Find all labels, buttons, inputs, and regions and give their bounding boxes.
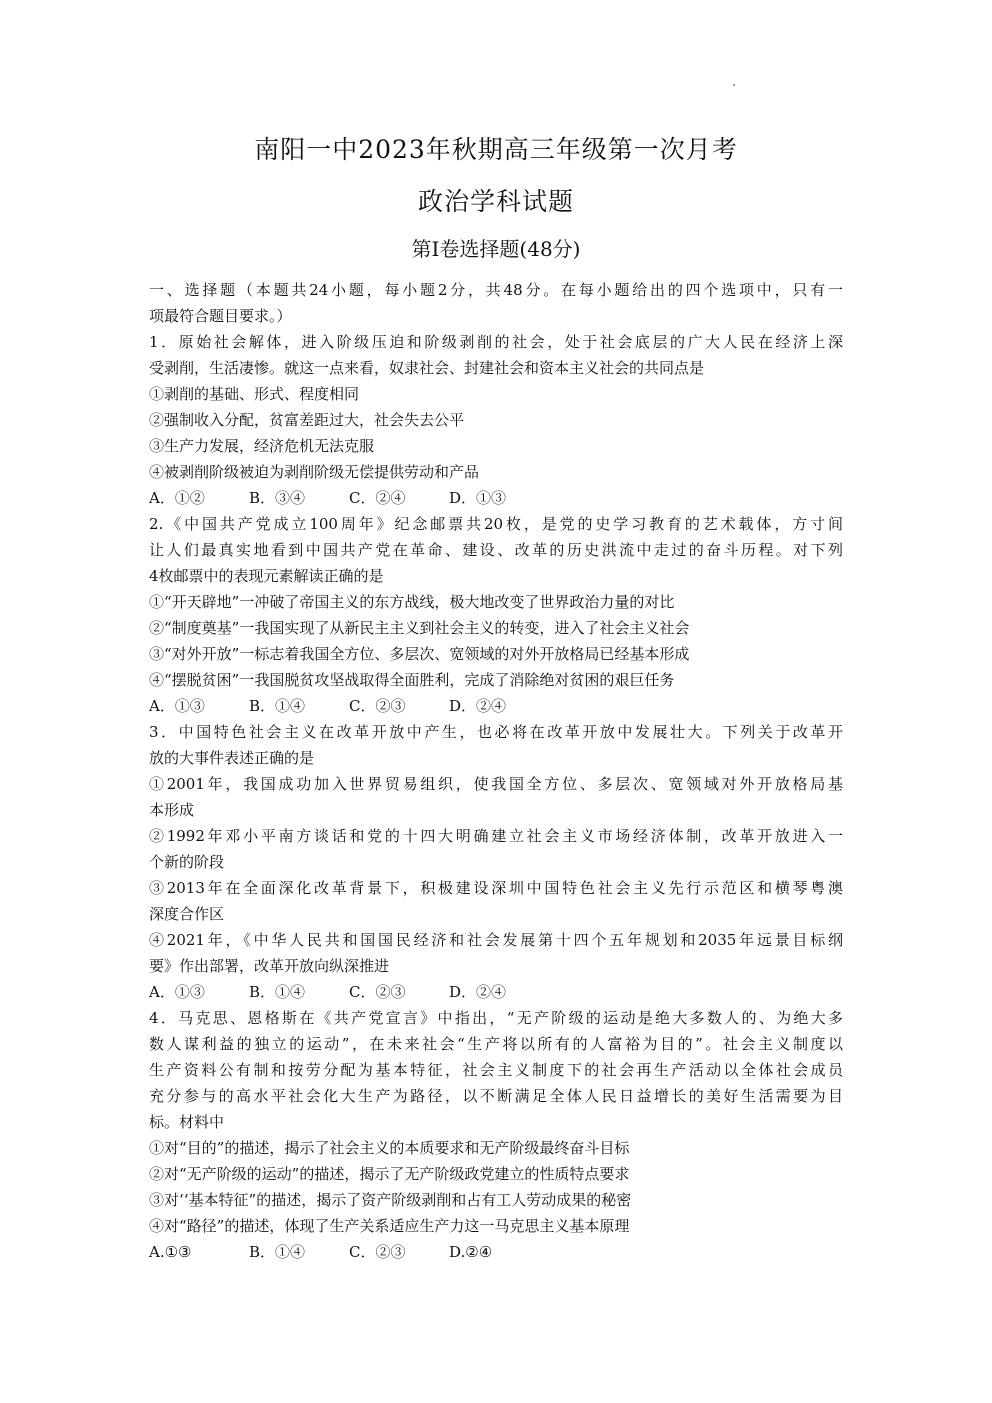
section-title: 第I卷选择题(48分) <box>411 237 581 261</box>
question-stem-line: 受剥削，生活凄惨。就这一点来看，奴隶社会、封建社会和资本主义社会的共同点是 <box>149 359 705 377</box>
statement: ④“摆脱贫困”一我国脱贫攻坚战取得全面胜利，完成了消除绝对贫困的艰巨任务 <box>149 671 675 689</box>
statement: ②强制收入分配，贫富差距过大，社会失去公平 <box>149 411 465 429</box>
option-b: B．①④ <box>249 697 306 715</box>
statement: ②“制度奠基”一我国实现了从新民主主义到社会主义的转变，进入了社会主义社会 <box>149 619 690 637</box>
option-c: C．②④ <box>349 489 406 507</box>
option-a: A.①③ <box>149 1243 192 1261</box>
question-3 <box>149 719 843 1005</box>
option-d: D．②④ <box>449 983 507 1001</box>
option-a: A．①② <box>149 489 205 507</box>
question-stem-line: 4．马克思、恩格斯在《共产党宣言》中指出，“无产阶级的运动是绝大多数人的、为绝大多 <box>149 1009 843 1027</box>
statement-continued: 个新的阶段 <box>149 853 225 871</box>
exam-title: 南阳一中2023年秋期高三年级第一次月考 <box>254 135 738 164</box>
statement: ③2013年在全面深化改革背景下，积极建设深圳中国特色社会主义先行示范区和横琴粤澳 <box>149 879 843 897</box>
statement: ②对“无产阶级的运动”的描述，揭示了无产阶级政党建立的性质特点要求 <box>149 1165 630 1183</box>
statement: ④对“路径”的描述，体现了生产关系适应生产力这一马克思主义基本原理 <box>149 1217 630 1235</box>
option-c: C．②③ <box>349 1243 406 1261</box>
option-b: B．①④ <box>249 983 306 1001</box>
question-1 <box>149 329 843 511</box>
question-stem-line: 2.《中国共产党成立100周年》纪念邮票共20枚，是党的史学习教育的艺术载体，方寸间 <box>149 515 843 533</box>
statement-continued: 本形成 <box>149 801 195 819</box>
statement-continued: 深度合作区 <box>149 905 225 923</box>
option-d: D．②④ <box>449 697 507 715</box>
statement-continued: 要》作出部署，改革开放向纵深推进 <box>149 957 390 975</box>
instruction-line: 一、选择题（本题共24小题，每小题2分，共48分。在每小题给出的四个选项中，只有一 <box>149 281 843 299</box>
statement: ④被剥削阶级被迫为剥削阶级无偿提供劳动和产品 <box>149 463 480 481</box>
statement: ①对“目的”的描述，揭示了社会主义的本质要求和无产阶级最终奋斗目标 <box>149 1139 630 1157</box>
exam-subtitle: 政治学科试题 <box>417 187 574 216</box>
option-c: C．②③ <box>349 983 406 1001</box>
question-2 <box>149 511 843 719</box>
answer-options <box>149 485 843 511</box>
option-b: B．③④ <box>249 489 306 507</box>
statement: ①2001年，我国成功加入世界贸易组织，使我国全方位、多层次、宽领域对外开放格局基 <box>149 775 843 793</box>
question-stem-line: 4枚邮票中的表现元素解读正确的是 <box>149 567 384 585</box>
question-stem-line: 让人们最真实地看到中国共产党在革命、建设、改革的历史洪流中走过的奋斗历程。对下列 <box>149 541 843 559</box>
option-b: B．①④ <box>249 1243 306 1261</box>
statement: ①“开天辟地”一冲破了帝国主义的东方战线，极大地改变了世界政治力量的对比 <box>149 593 675 611</box>
option-a: A．①③ <box>149 983 205 1001</box>
option-a: A．①③ <box>149 697 205 715</box>
question-4 <box>149 1005 843 1265</box>
statement: ③对‘‘基本特征”的描述，揭示了资产阶级剥削和占有工人劳动成果的秘密 <box>149 1191 632 1209</box>
question-stem-line: 1．原始社会解体，进入阶级压迫和阶级剥削的社会，处于社会底层的广大人民在经济上深 <box>149 333 843 351</box>
option-c: C．②③ <box>349 697 406 715</box>
question-stem-line: 数人谋利益的独立的运动”，在未来社会“生产将以所有的人富裕为目的”。社会主义制度以 <box>149 1035 843 1053</box>
option-d: D．①③ <box>449 489 507 507</box>
scan-mark <box>733 84 735 86</box>
question-stem-line: 充分参与的高水平社会化大生产为路径，以不断满足全体人民日益增长的美好生活需要为目 <box>149 1087 843 1105</box>
statement: ③生产力发展，经济危机无法克服 <box>149 437 375 455</box>
answer-options <box>149 693 843 719</box>
statement: ③“对外开放”一标志着我国全方位、多层次、宽领域的对外开放格局已经基本形成 <box>149 645 690 663</box>
statement: ④2021年，《中华人民共和国国民经济和社会发展第十四个五年规划和2035年远景目标纲 <box>149 931 843 949</box>
exam-content <box>149 277 843 1265</box>
instruction <box>149 277 843 329</box>
question-stem-line: 生产资料公有制和按劳分配为基本特征，社会主义制度下的社会再生产活动以全体社会成员 <box>149 1061 843 1079</box>
question-stem-line: 3．中国特色社会主义在改革开放中产生，也必将在改革开放中发展壮大。下列关于改革开 <box>149 723 843 741</box>
question-stem-line: 放的大事件表述正确的是 <box>149 749 315 767</box>
statement: ②1992年邓小平南方谈话和党的十四大明确建立社会主义市场经济体制，改革开放进入一 <box>149 827 843 845</box>
question-stem-line: 标。材料中 <box>149 1113 225 1131</box>
answer-options <box>149 1239 843 1265</box>
instruction-line: 项最符合题目要求。） <box>149 307 292 325</box>
statement: ①剥削的基础、形式、程度相同 <box>149 385 360 403</box>
answer-options <box>149 979 843 1005</box>
option-d: D.②④ <box>449 1243 493 1261</box>
